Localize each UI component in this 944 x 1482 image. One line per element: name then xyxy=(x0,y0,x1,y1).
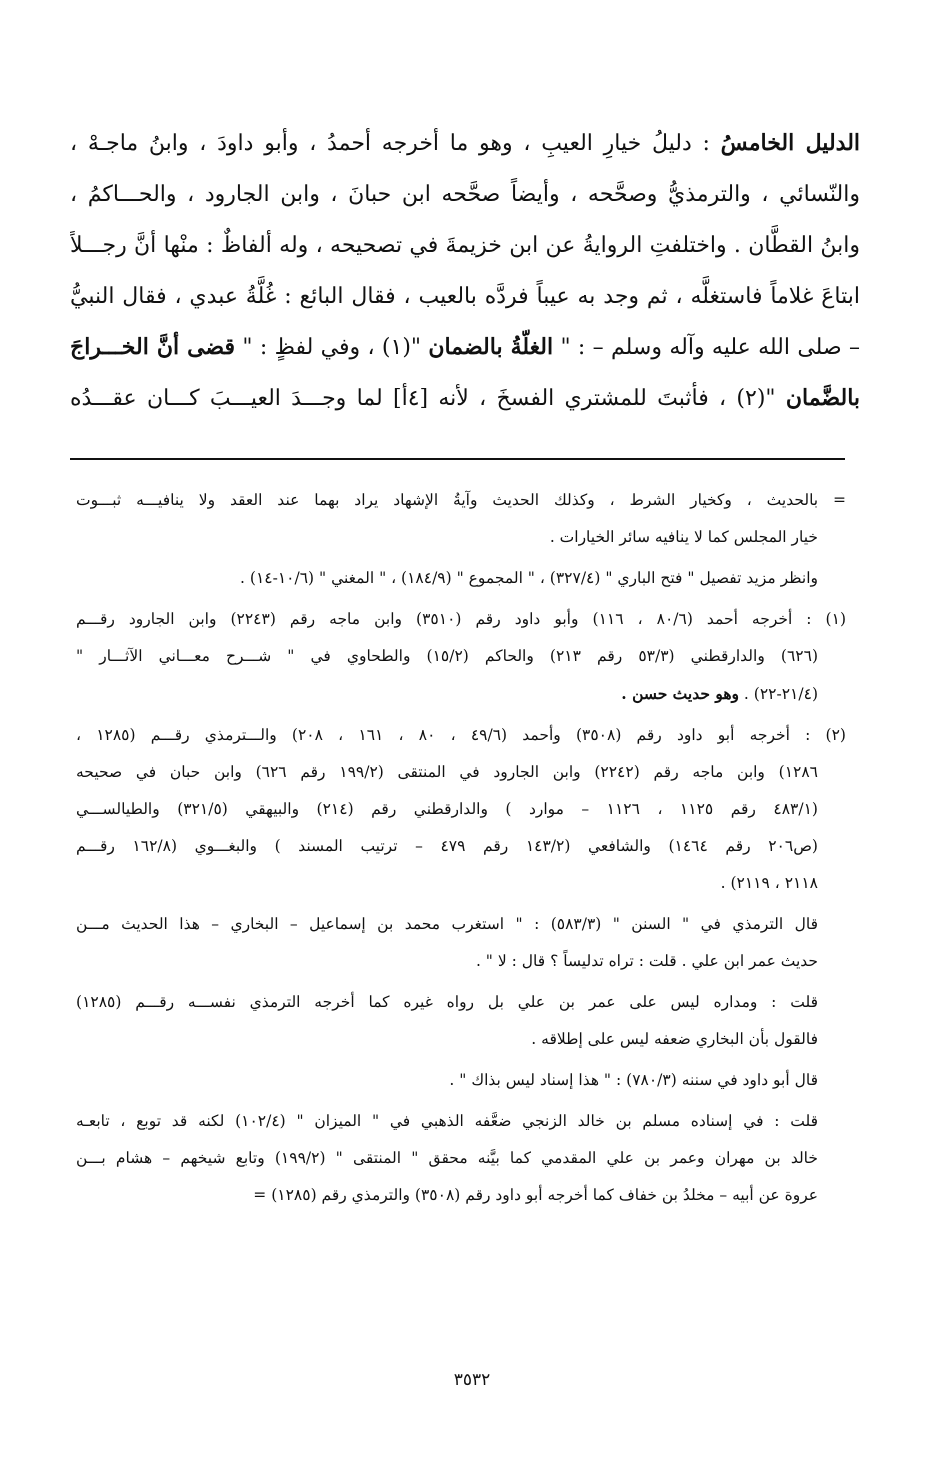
footnote-line: (ص٢٠٦ رقم ١٤٦٤) والشافعي (١٤٣/٢ رقم ٤٧٩ – ترتيب المسند ) والبغـــوي (١٦٢/٨ رقـــم xyxy=(76,837,818,855)
footnote-line: عروة عن أبيه – مخلدُ بن خفاف كما أخرجه أبو داود رقم (٣٥٠٨) والترمذي رقم (١٢٨٥) = xyxy=(253,1186,818,1204)
footnote-line: حديث عمر ابن علي . قلت : تراه تدليساً ؟ قال : لا " . xyxy=(475,952,818,970)
footnote-2: (٢) : أخرجه أبو داود رقم (٣٥٠٨) وأحمد (٤٩/٦ ، ٨٠ ، ١٦١ ، ٢٠٨) والـــترمذي رقـــم (١٢٨٥ ، xyxy=(76,726,846,744)
footnote-line: (٤٨٣/١ رقم ١١٢٥ ، ١١٢٦ – موارد ) والدارقطني رقم (٢١٤) والبيهقي (٣٢١/٥) والطيالســـي xyxy=(76,800,818,818)
main-line: بالضَّمان "(٢) ، فأثبتَ للمشتري الفسخَ ، لأنه [٤أ] لما وجـــدَ العيـــبَ كـــان عقـــدُه xyxy=(70,385,860,411)
footnote-line: خيار المجلس كما لا ينافيه سائر الخيارات . xyxy=(549,528,818,546)
main-line: وابنُ القطَّان . واختلفتِ الروايةُ عن ابن خزيمةَ في تصحيحه ، وله ألفاظٌ : منْها أنَّ رجـــلاً xyxy=(70,233,860,258)
footnote-line: (٦٢٦) والدارقطني (٥٣/٣ رقم ٢١٣) والحاكم (١٥/٢) والطحاوي في " شـــرح معـــاني الآثـــار " xyxy=(76,647,818,665)
hadith-quote: قضى أنَّ الخـــراجَ xyxy=(70,334,236,360)
footnote-line: فالقول بأن البخاري ضعفه ليس على إطلاقه . xyxy=(531,1030,818,1048)
footnote-line: = بالحديث ، وكخيار الشرط ، وكذلك الحديث وآيةُ الإشهاد يراد بهما عند العقد ولا ينافيـــه ثبـــوت xyxy=(76,491,846,509)
main-line: ابتاعَ غلاماً فاستغلَّه ، ثم وجد به عيباً فردَّه بالعيب ، فقال البائع : غُلَّةُ عبدي ، فقال النبيُّ xyxy=(70,284,860,309)
footnote-divider xyxy=(70,458,845,460)
footnote-line: ١٢٨٦) وابن ماجه رقم (٢٢٤٢) وابن الجارود في المنتقى (١٩٩/٢ رقم ٦٢٦) وابن حبان في صحيحه xyxy=(76,763,818,781)
hadith-quote: بالضَّمان xyxy=(785,385,860,411)
grading-note: وهو حديث حسن . xyxy=(621,684,739,703)
footnote-line: قلت : ومداره ليس على عمر بن علي بل رواه غيره كما أخرجه الترمذي نفســـه رقـــم (١٢٨٥) xyxy=(76,993,818,1011)
section-heading: الدليل الخامسُ xyxy=(720,130,860,156)
footnote-line: قال أبو داود في سننه (٧٨٠/٣) : " هذا إسناد ليس بذاك " . xyxy=(449,1071,818,1089)
footnotes xyxy=(76,482,846,1214)
main-line: الدليل الخامسُ : دليلُ خيارِ العيبِ ، وهو ما أخرجه أحمدُ ، وأبو داودَ ، وابنُ ماجـهْ ، xyxy=(70,130,860,156)
footnote-1: (١) : أخرجه أحمد (٨٠/٦ ، ١١٦) وأبو داود رقم (٣٥١٠) وابن ماجه رقم (٢٢٤٣) وابن الجارود رقـــم xyxy=(76,610,846,628)
main-body-text xyxy=(70,118,860,424)
main-line: والنّسائي ، والترمذيُّ وصحَّحه ، وأيضاً صحَّحه ابن حبانَ ، وابن الجارود ، والحـــاكمُ ، xyxy=(70,182,860,207)
footnote-line: قلت : في إسناده مسلم بن خالد الزنجي ضعَّفه الذهبي في " الميزان " (١٠٢/٤) لكنه قد توبع ، تابعـه xyxy=(76,1112,818,1130)
footnote-line: ٢١١٨ ، ٢١١٩) . xyxy=(720,874,818,892)
footnote-line: (٢١/٤-٢٢) . وهو حديث حسن . xyxy=(621,684,818,703)
footnote-line: قال الترمذي في " السنن " (٥٨٣/٣) : " استغرب محمد بن إسماعيل – البخاري – هذا الحديث مـــن xyxy=(76,915,818,933)
footnote-line: خالد بن مهران وعمر بن علي المقدمي كما بيَّنه محقق " المنتقى " (١٩٩/٢) وتابع شيخهم – هشام بـــن xyxy=(76,1149,818,1167)
footnote-line: وانظر مزيد تفصيل " فتح الباري " (٣٢٧/٤) ، " المجموع " (١٨٤/٩) ، " المغني " (١٠/٦-١٤) . xyxy=(240,569,818,587)
hadith-quote: الغلّةُ بالضمان xyxy=(428,334,554,360)
main-line: – صلى الله عليه وآله وسلم – : " الغلّةُ بالضمان "(١) ، وفي لفظٍ : " قضى أنَّ الخـــراجَ xyxy=(70,334,860,360)
page-number: ٣٥٣٢ xyxy=(453,1370,491,1390)
